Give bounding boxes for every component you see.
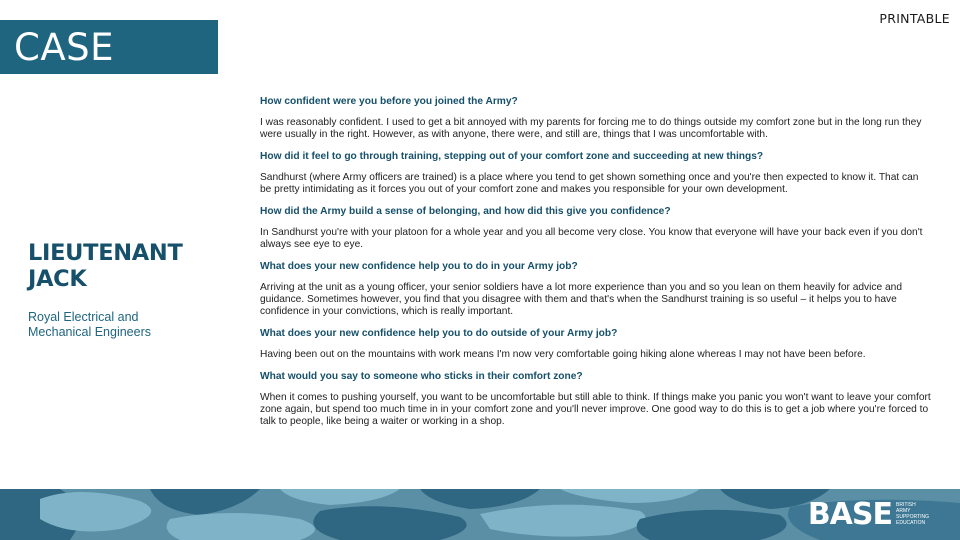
answer: Having been out on the mountains with work means I'm now very comfortable going hiking alone whereas I may not have been before. xyxy=(260,349,866,360)
case-header-block xyxy=(0,20,218,74)
person-rank: LIEUTENANT xyxy=(28,240,183,266)
answer: I was reasonably confident. I used to get a bit annoyed with my parents for forcing me to do things outside my comfort zone but in the long run they were usually in the right. However, as with anyone, there were, and still are, things that I was uncomfortable with. xyxy=(260,117,922,140)
answer: Arriving at the unit as a young officer, your senior soldiers have a lot more experience than you and so you lean on them heavily for advice and guidance. Sometimes however, you find that you disagree with them and that's when the Sandhurst training is so useful – it helps you to have confidence in your convictions, which is really important. xyxy=(260,282,903,317)
logo-subtitle: BRITISH ARMY SUPPORTING EDUCATION xyxy=(896,502,929,526)
printable-label: PRINTABLE xyxy=(879,11,950,26)
question: How did the Army build a sense of belonging, and how did this give you confidence? xyxy=(260,206,671,217)
question: How confident were you before you joined the Army? xyxy=(260,96,518,107)
question: What does your new confidence help you to do outside of your Army job? xyxy=(260,328,618,339)
person-unit-line: Royal Electrical and xyxy=(28,310,139,324)
answer: Sandhurst (where Army officers are trained) is a place where you tend to get shown something once and you're then expected to know it. That can be pretty intimidating as it forces you out of your comfort zone and makes you responsible for your own development. xyxy=(260,172,919,195)
question: What would you say to someone who sticks in their comfort zone? xyxy=(260,371,583,382)
question: How did it feel to go through training, stepping out of your comfort zone and succeeding at new things? xyxy=(260,151,764,162)
interview-qa xyxy=(260,96,932,438)
person-unit xyxy=(28,310,228,340)
question: What does your new confidence help you to do in your Army job? xyxy=(260,261,578,272)
person-first-name: JACK xyxy=(28,266,87,292)
person-name xyxy=(28,240,228,292)
base-logo xyxy=(807,497,936,532)
answer: In Sandhurst you're with your platoon for a whole year and you all become very close. You know that everyone will have your back even if you don't always see eye to eye. xyxy=(260,227,923,250)
person-unit-line: Mechanical Engineers xyxy=(28,325,151,339)
case-title: CASE xyxy=(14,26,115,69)
answer: When it comes to pushing yourself, you want to be uncomfortable but still able to think. If things make you panic you won't want to leave your comfort zone again, but spend too much time in in your comfort zone and you'll never improve. One good way to do this is to get a job where you're forced to talk to people, like being a waiter or working in a shop. xyxy=(260,392,931,427)
logo-wordmark: BASE xyxy=(807,497,892,532)
person-panel xyxy=(28,240,228,340)
